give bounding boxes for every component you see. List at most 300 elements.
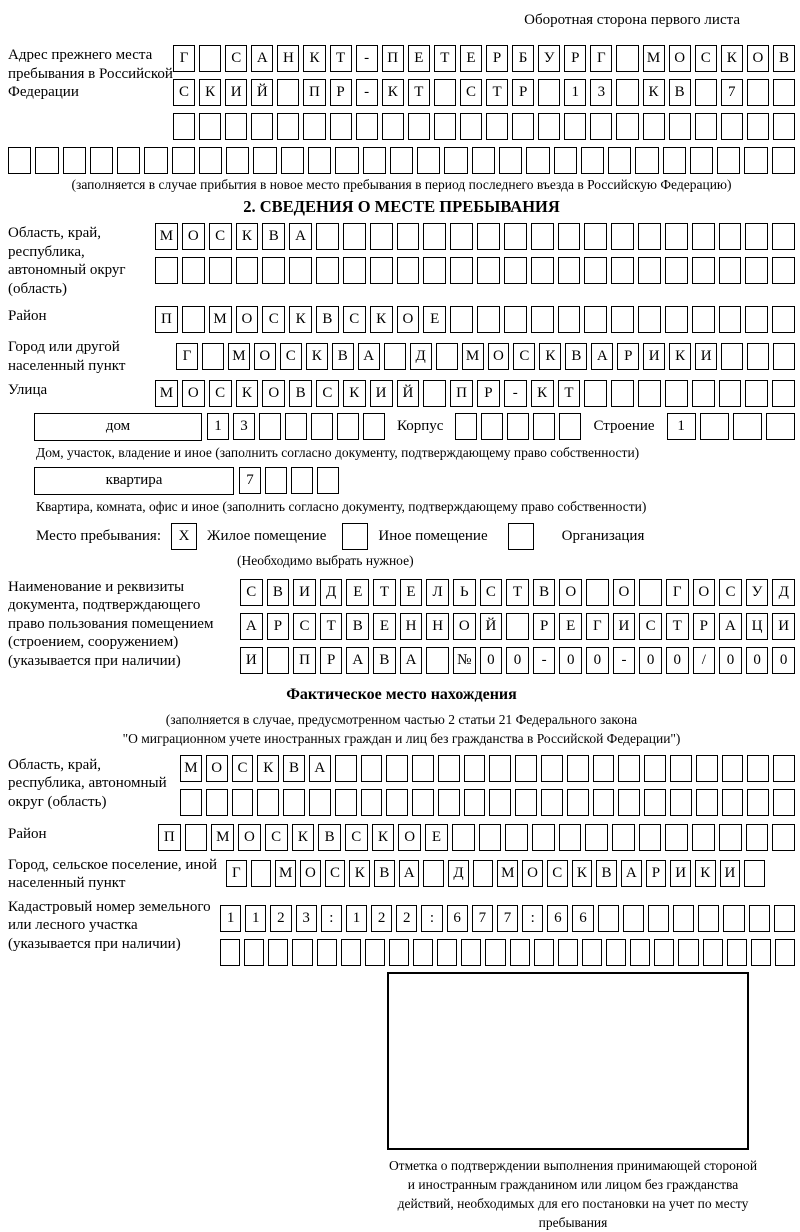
char-box[interactable]: 0 xyxy=(559,647,582,674)
char-box[interactable] xyxy=(281,147,304,174)
char-box[interactable] xyxy=(584,306,607,333)
char-box[interactable] xyxy=(745,257,768,284)
char-box[interactable] xyxy=(703,939,723,966)
char-box[interactable] xyxy=(635,147,658,174)
char-box[interactable]: О xyxy=(522,860,543,887)
char-box[interactable]: К xyxy=(349,860,370,887)
char-box[interactable] xyxy=(253,147,276,174)
char-box[interactable]: 0 xyxy=(586,647,609,674)
char-box[interactable] xyxy=(611,306,634,333)
char-box[interactable]: М xyxy=(180,755,202,782)
char-box[interactable]: 1 xyxy=(564,79,586,106)
char-box[interactable]: Е xyxy=(425,824,448,851)
char-box[interactable] xyxy=(643,113,665,140)
char-box[interactable] xyxy=(199,147,222,174)
char-box[interactable] xyxy=(696,755,718,782)
char-box[interactable] xyxy=(747,113,769,140)
char-box[interactable] xyxy=(267,647,290,674)
char-box[interactable] xyxy=(412,789,434,816)
char-box[interactable] xyxy=(199,45,221,72)
char-box[interactable] xyxy=(507,413,529,440)
char-box[interactable]: В xyxy=(773,45,795,72)
char-box[interactable]: С xyxy=(325,860,346,887)
char-box[interactable] xyxy=(773,755,795,782)
char-box[interactable] xyxy=(311,413,333,440)
char-box[interactable] xyxy=(251,113,273,140)
char-box[interactable]: Ц xyxy=(746,613,769,640)
char-box[interactable] xyxy=(303,113,325,140)
char-box[interactable]: Р xyxy=(512,79,534,106)
char-box[interactable] xyxy=(774,905,795,932)
char-box[interactable] xyxy=(477,223,500,250)
char-box[interactable]: 1 xyxy=(667,413,696,440)
char-box[interactable] xyxy=(719,257,742,284)
char-box[interactable] xyxy=(464,789,486,816)
char-box[interactable]: Ь xyxy=(453,579,476,606)
char-box[interactable]: С xyxy=(240,579,263,606)
char-box[interactable] xyxy=(335,789,357,816)
char-box[interactable] xyxy=(747,789,769,816)
char-box[interactable]: 2 xyxy=(371,905,392,932)
char-box[interactable] xyxy=(277,113,299,140)
char-box[interactable]: М xyxy=(211,824,234,851)
char-box[interactable] xyxy=(438,789,460,816)
char-box[interactable] xyxy=(616,113,638,140)
char-box[interactable] xyxy=(262,257,285,284)
char-box[interactable]: Д xyxy=(772,579,795,606)
char-box[interactable] xyxy=(504,257,527,284)
char-box[interactable]: С xyxy=(293,613,316,640)
char-box[interactable]: С xyxy=(513,343,535,370)
char-box[interactable] xyxy=(717,147,740,174)
char-box[interactable]: Й xyxy=(397,380,420,407)
char-box[interactable] xyxy=(751,939,771,966)
char-box[interactable]: Р xyxy=(330,79,352,106)
char-box[interactable] xyxy=(678,939,698,966)
char-box[interactable]: А xyxy=(346,647,369,674)
char-box[interactable] xyxy=(206,789,228,816)
char-box[interactable] xyxy=(665,306,688,333)
char-box[interactable] xyxy=(719,824,742,851)
char-box[interactable]: С xyxy=(225,45,247,72)
char-box[interactable] xyxy=(638,380,661,407)
char-box[interactable] xyxy=(598,905,619,932)
char-box[interactable] xyxy=(412,755,434,782)
char-box[interactable] xyxy=(534,939,554,966)
char-box[interactable]: Р xyxy=(617,343,639,370)
char-box[interactable]: К xyxy=(531,380,554,407)
char-box[interactable] xyxy=(423,223,446,250)
char-box[interactable] xyxy=(721,343,743,370)
char-box[interactable]: 3 xyxy=(233,413,255,440)
char-box[interactable] xyxy=(665,824,688,851)
char-box[interactable]: И xyxy=(240,647,263,674)
char-box[interactable] xyxy=(259,413,281,440)
char-box[interactable]: О xyxy=(398,824,421,851)
char-box[interactable] xyxy=(541,789,563,816)
char-box[interactable]: С xyxy=(345,824,368,851)
char-box[interactable] xyxy=(744,147,767,174)
char-box[interactable]: В xyxy=(262,223,285,250)
char-box[interactable] xyxy=(8,147,31,174)
char-box[interactable] xyxy=(485,939,505,966)
char-box[interactable]: - xyxy=(613,647,636,674)
char-box[interactable] xyxy=(648,905,669,932)
char-box[interactable] xyxy=(343,257,366,284)
char-box[interactable] xyxy=(611,380,634,407)
char-box[interactable] xyxy=(746,824,769,851)
char-box[interactable]: И xyxy=(720,860,741,887)
char-box[interactable]: К xyxy=(306,343,328,370)
char-box[interactable]: Е xyxy=(408,45,430,72)
char-box[interactable]: 7 xyxy=(239,467,261,494)
char-box[interactable]: Г xyxy=(226,860,247,887)
char-box[interactable] xyxy=(719,380,742,407)
char-box[interactable]: Е xyxy=(373,613,396,640)
checkbox-other-premises[interactable] xyxy=(342,523,368,550)
char-box[interactable] xyxy=(506,613,529,640)
char-box[interactable] xyxy=(567,789,589,816)
char-box[interactable] xyxy=(450,306,473,333)
char-box[interactable] xyxy=(232,789,254,816)
char-box[interactable] xyxy=(772,257,795,284)
char-box[interactable]: К xyxy=(236,380,259,407)
char-box[interactable]: А xyxy=(621,860,642,887)
char-box[interactable]: 0 xyxy=(772,647,795,674)
char-box[interactable] xyxy=(63,147,86,174)
char-box[interactable]: 7 xyxy=(472,905,493,932)
char-box[interactable]: К xyxy=(303,45,325,72)
char-box[interactable] xyxy=(455,413,477,440)
char-box[interactable]: : xyxy=(421,905,442,932)
char-box[interactable]: И xyxy=(670,860,691,887)
char-box[interactable] xyxy=(515,789,537,816)
char-box[interactable]: Т xyxy=(506,579,529,606)
char-box[interactable] xyxy=(226,147,249,174)
char-box[interactable] xyxy=(423,380,446,407)
char-box[interactable] xyxy=(361,755,383,782)
char-box[interactable]: И xyxy=(370,380,393,407)
char-box[interactable] xyxy=(673,905,694,932)
char-box[interactable]: В xyxy=(289,380,312,407)
char-box[interactable]: Е xyxy=(460,45,482,72)
char-box[interactable]: О xyxy=(300,860,321,887)
char-box[interactable] xyxy=(670,789,692,816)
char-box[interactable] xyxy=(510,939,530,966)
char-box[interactable] xyxy=(370,223,393,250)
char-box[interactable]: К xyxy=(372,824,395,851)
char-box[interactable] xyxy=(155,257,178,284)
char-box[interactable] xyxy=(316,223,339,250)
char-box[interactable] xyxy=(341,939,361,966)
char-box[interactable]: А xyxy=(358,343,380,370)
char-box[interactable] xyxy=(309,789,331,816)
char-box[interactable] xyxy=(584,380,607,407)
char-box[interactable]: О xyxy=(262,380,285,407)
char-box[interactable]: 0 xyxy=(666,647,689,674)
char-box[interactable]: Т xyxy=(486,79,508,106)
char-box[interactable]: 2 xyxy=(396,905,417,932)
char-box[interactable]: С xyxy=(173,79,195,106)
char-box[interactable] xyxy=(616,45,638,72)
char-box[interactable]: - xyxy=(356,45,378,72)
char-box[interactable]: 0 xyxy=(639,647,662,674)
char-box[interactable]: К xyxy=(292,824,315,851)
char-box[interactable] xyxy=(692,306,715,333)
char-box[interactable]: 0 xyxy=(480,647,503,674)
char-box[interactable] xyxy=(581,147,604,174)
char-box[interactable] xyxy=(690,147,713,174)
char-box[interactable]: М xyxy=(228,343,250,370)
char-box[interactable] xyxy=(182,257,205,284)
char-box[interactable]: П xyxy=(450,380,473,407)
char-box[interactable]: - xyxy=(356,79,378,106)
char-box[interactable]: В xyxy=(267,579,290,606)
char-box[interactable]: О xyxy=(236,306,259,333)
char-box[interactable] xyxy=(695,79,717,106)
char-box[interactable] xyxy=(450,223,473,250)
char-box[interactable] xyxy=(90,147,113,174)
char-box[interactable] xyxy=(692,380,715,407)
char-box[interactable]: А xyxy=(399,860,420,887)
char-box[interactable] xyxy=(173,113,195,140)
char-box[interactable]: К xyxy=(572,860,593,887)
char-box[interactable] xyxy=(733,413,762,440)
char-box[interactable]: - xyxy=(504,380,527,407)
char-box[interactable]: О xyxy=(254,343,276,370)
char-box[interactable] xyxy=(251,860,272,887)
char-box[interactable]: 6 xyxy=(572,905,593,932)
char-box[interactable]: А xyxy=(719,613,742,640)
char-box[interactable] xyxy=(772,380,795,407)
char-box[interactable] xyxy=(773,789,795,816)
char-box[interactable]: М xyxy=(497,860,518,887)
char-box[interactable]: У xyxy=(746,579,769,606)
char-box[interactable] xyxy=(185,824,208,851)
char-box[interactable] xyxy=(541,755,563,782)
char-box[interactable]: С xyxy=(480,579,503,606)
char-box[interactable] xyxy=(292,939,312,966)
char-box[interactable] xyxy=(692,824,715,851)
char-box[interactable] xyxy=(638,257,661,284)
char-box[interactable] xyxy=(479,824,502,851)
char-box[interactable] xyxy=(665,223,688,250)
char-box[interactable]: Р xyxy=(320,647,343,674)
char-box[interactable]: Т xyxy=(408,79,430,106)
char-box[interactable] xyxy=(335,755,357,782)
char-box[interactable] xyxy=(504,306,527,333)
char-box[interactable] xyxy=(335,147,358,174)
char-box[interactable] xyxy=(363,147,386,174)
char-box[interactable] xyxy=(585,824,608,851)
char-box[interactable]: К xyxy=(382,79,404,106)
char-box[interactable] xyxy=(225,113,247,140)
char-box[interactable]: А xyxy=(251,45,273,72)
char-box[interactable] xyxy=(408,113,430,140)
char-box[interactable] xyxy=(663,147,686,174)
char-box[interactable] xyxy=(477,306,500,333)
char-box[interactable] xyxy=(117,147,140,174)
char-box[interactable]: Р xyxy=(486,45,508,72)
char-box[interactable]: Т xyxy=(320,613,343,640)
char-box[interactable] xyxy=(611,223,634,250)
char-box[interactable] xyxy=(330,113,352,140)
char-box[interactable]: М xyxy=(643,45,665,72)
char-box[interactable] xyxy=(747,755,769,782)
char-box[interactable]: Й xyxy=(251,79,273,106)
char-box[interactable] xyxy=(486,113,508,140)
char-box[interactable]: К xyxy=(289,306,312,333)
char-box[interactable]: 1 xyxy=(245,905,266,932)
char-box[interactable] xyxy=(618,789,640,816)
char-box[interactable] xyxy=(436,343,458,370)
char-box[interactable] xyxy=(747,343,769,370)
char-box[interactable] xyxy=(390,147,413,174)
char-box[interactable]: Р xyxy=(693,613,716,640)
char-box[interactable]: К xyxy=(721,45,743,72)
char-box[interactable] xyxy=(317,939,337,966)
char-box[interactable]: М xyxy=(462,343,484,370)
char-box[interactable] xyxy=(558,939,578,966)
char-box[interactable] xyxy=(382,113,404,140)
char-box[interactable]: В xyxy=(669,79,691,106)
char-box[interactable]: Г xyxy=(666,579,689,606)
char-box[interactable] xyxy=(623,905,644,932)
char-box[interactable] xyxy=(665,380,688,407)
char-box[interactable] xyxy=(199,113,221,140)
char-box[interactable]: М xyxy=(155,223,178,250)
char-box[interactable] xyxy=(700,413,729,440)
char-box[interactable] xyxy=(723,905,744,932)
char-box[interactable]: И xyxy=(772,613,795,640)
char-box[interactable]: С xyxy=(639,613,662,640)
char-box[interactable]: О xyxy=(397,306,420,333)
char-box[interactable]: Г xyxy=(590,45,612,72)
char-box[interactable] xyxy=(316,257,339,284)
char-box[interactable]: К xyxy=(199,79,221,106)
char-box[interactable] xyxy=(593,755,615,782)
char-box[interactable] xyxy=(515,755,537,782)
char-box[interactable]: Т xyxy=(434,45,456,72)
char-box[interactable]: Р xyxy=(267,613,290,640)
checkbox-residential-premises[interactable]: X xyxy=(171,523,197,550)
char-box[interactable] xyxy=(363,413,385,440)
char-box[interactable]: Е xyxy=(346,579,369,606)
char-box[interactable]: Т xyxy=(330,45,352,72)
char-box[interactable]: С xyxy=(209,223,232,250)
char-box[interactable] xyxy=(472,147,495,174)
char-box[interactable]: 6 xyxy=(447,905,468,932)
char-box[interactable]: К xyxy=(343,380,366,407)
char-box[interactable] xyxy=(558,223,581,250)
char-box[interactable]: 0 xyxy=(746,647,769,674)
char-box[interactable] xyxy=(639,579,662,606)
char-box[interactable]: К xyxy=(643,79,665,106)
char-box[interactable] xyxy=(236,257,259,284)
char-box[interactable] xyxy=(308,147,331,174)
char-box[interactable] xyxy=(749,905,770,932)
char-box[interactable] xyxy=(35,147,58,174)
char-box[interactable]: 7 xyxy=(497,905,518,932)
char-box[interactable] xyxy=(772,306,795,333)
char-box[interactable]: В xyxy=(346,613,369,640)
char-box[interactable] xyxy=(437,939,457,966)
char-box[interactable]: Е xyxy=(423,306,446,333)
char-box[interactable]: 7 xyxy=(721,79,743,106)
char-box[interactable]: И xyxy=(225,79,247,106)
char-box[interactable]: К xyxy=(539,343,561,370)
char-box[interactable]: К xyxy=(370,306,393,333)
char-box[interactable]: Р xyxy=(533,613,556,640)
char-box[interactable] xyxy=(558,257,581,284)
char-box[interactable]: Н xyxy=(400,613,423,640)
char-box[interactable]: - xyxy=(533,647,556,674)
char-box[interactable] xyxy=(644,789,666,816)
char-box[interactable] xyxy=(608,147,631,174)
char-box[interactable] xyxy=(499,147,522,174)
char-box[interactable]: С xyxy=(280,343,302,370)
char-box[interactable] xyxy=(356,113,378,140)
char-box[interactable] xyxy=(337,413,359,440)
char-box[interactable] xyxy=(665,257,688,284)
char-box[interactable] xyxy=(389,939,409,966)
char-box[interactable]: К xyxy=(669,343,691,370)
char-box[interactable] xyxy=(567,755,589,782)
char-box[interactable] xyxy=(244,939,264,966)
char-box[interactable] xyxy=(612,824,635,851)
char-box[interactable] xyxy=(285,413,307,440)
char-box[interactable] xyxy=(361,789,383,816)
char-box[interactable] xyxy=(460,113,482,140)
char-box[interactable] xyxy=(586,579,609,606)
char-box[interactable] xyxy=(611,257,634,284)
char-box[interactable] xyxy=(531,306,554,333)
char-box[interactable]: О xyxy=(613,579,636,606)
char-box[interactable]: М xyxy=(209,306,232,333)
char-box[interactable] xyxy=(554,147,577,174)
char-box[interactable] xyxy=(531,257,554,284)
char-box[interactable] xyxy=(696,789,718,816)
char-box[interactable]: 0 xyxy=(506,647,529,674)
char-box[interactable] xyxy=(564,113,586,140)
char-box[interactable] xyxy=(638,306,661,333)
char-box[interactable] xyxy=(413,939,433,966)
char-box[interactable] xyxy=(526,147,549,174)
char-box[interactable] xyxy=(209,257,232,284)
char-box[interactable] xyxy=(444,147,467,174)
char-box[interactable] xyxy=(654,939,674,966)
char-box[interactable]: П xyxy=(155,306,178,333)
char-box[interactable] xyxy=(289,257,312,284)
char-box[interactable] xyxy=(773,79,795,106)
char-box[interactable] xyxy=(618,755,640,782)
char-box[interactable] xyxy=(538,113,560,140)
char-box[interactable] xyxy=(489,789,511,816)
char-box[interactable]: И xyxy=(695,343,717,370)
char-box[interactable] xyxy=(423,860,444,887)
char-box[interactable]: С xyxy=(343,306,366,333)
char-box[interactable] xyxy=(721,113,743,140)
char-box[interactable] xyxy=(639,824,662,851)
char-box[interactable] xyxy=(365,939,385,966)
char-box[interactable]: В xyxy=(596,860,617,887)
char-box[interactable] xyxy=(277,79,299,106)
char-box[interactable] xyxy=(265,467,287,494)
char-box[interactable] xyxy=(384,343,406,370)
char-box[interactable] xyxy=(257,789,279,816)
char-box[interactable] xyxy=(559,413,581,440)
char-box[interactable]: В xyxy=(318,824,341,851)
